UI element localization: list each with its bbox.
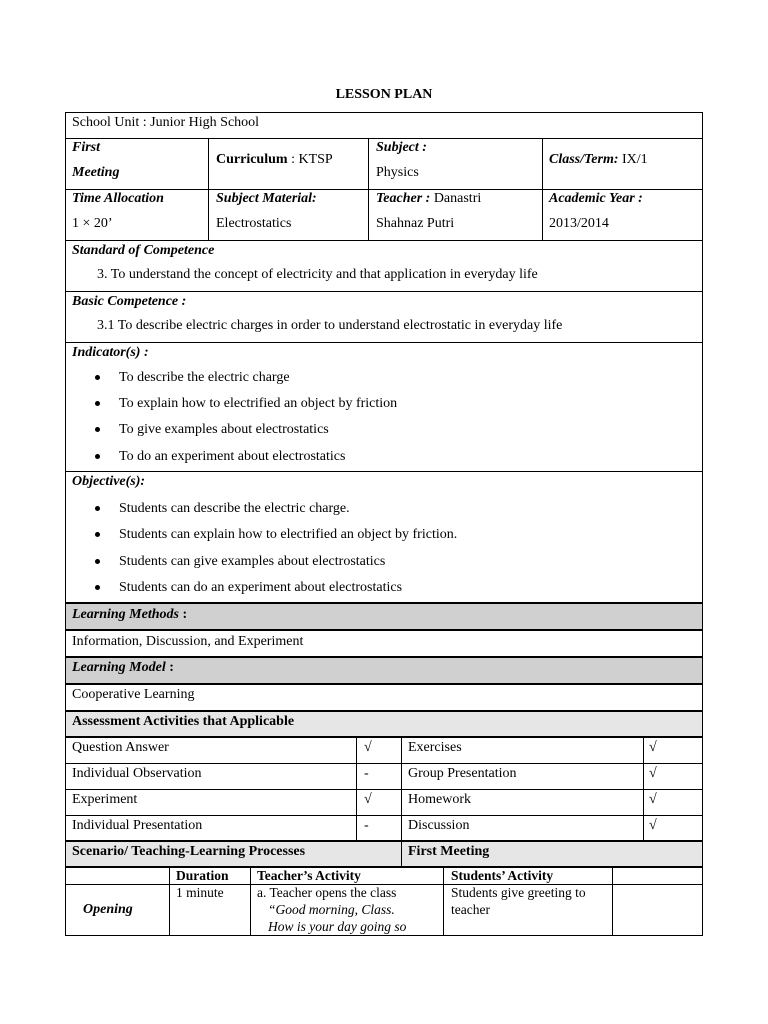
- assessment-mark: √: [364, 740, 372, 755]
- standard-competence-label: Standard of Competence: [72, 243, 215, 258]
- assessment-mark: √: [364, 792, 372, 807]
- assessment-mark: √: [649, 766, 657, 781]
- opening-teacher-line: a. Teacher opens the class: [257, 885, 397, 900]
- scenario-label: Scenario/ Teaching-Learning Processes: [72, 844, 306, 859]
- teacher: [376, 190, 481, 207]
- opening-label: Opening: [83, 902, 133, 917]
- bullet-icon: [95, 427, 100, 432]
- objective-item: Students can give examples about electrostatics: [119, 554, 386, 569]
- page-title: LESSON PLAN: [335, 87, 433, 102]
- assessment-item: Experiment: [72, 792, 138, 807]
- opening-teacher-line: “Good morning, Class.: [268, 902, 395, 917]
- standard-competence-text: 3. To understand the concept of electricity and that application in everyday life: [97, 267, 538, 282]
- objective-item: Students can do an experiment about electrostatics: [119, 580, 403, 595]
- objectives-label: Objective(s):: [72, 474, 146, 489]
- indicator-item: To describe the electric charge: [119, 370, 290, 385]
- assessment-mark: -: [364, 818, 369, 833]
- learning-methods-label: Learning Methods :: [72, 607, 188, 622]
- process-header-teacher: Teacher’s Activity: [257, 868, 361, 883]
- opening-teacher-line: How is your day going so: [268, 919, 407, 934]
- indicator-item: To do an experiment about electrostatics: [119, 449, 346, 464]
- opening-student-line: Students give greeting to: [451, 885, 586, 900]
- class-label: Class/Term:: [549, 152, 619, 167]
- curriculum-label: Curriculum: [216, 152, 288, 167]
- opening-duration: 1 minute: [176, 885, 224, 900]
- time-allocation-value: 1 × 20’: [72, 216, 113, 231]
- academic-year-label: Academic Year :: [549, 191, 643, 206]
- learning-model-label: Learning Model :: [72, 660, 174, 675]
- opening-student-line: teacher: [451, 902, 490, 917]
- assessment-mark: √: [649, 818, 657, 833]
- assessment-item: Individual Observation: [72, 766, 202, 781]
- assessment-item: Group Presentation: [408, 766, 517, 781]
- scenario-meeting: First Meeting: [408, 844, 490, 859]
- objective-item: Students can describe the electric charge.: [119, 501, 350, 516]
- assessment-item: Discussion: [408, 818, 470, 833]
- class-term: [549, 151, 648, 168]
- learning-methods-text: Information, Discussion, and Experiment: [72, 634, 304, 649]
- bullet-icon: [95, 585, 100, 590]
- subject-value: Physics: [376, 165, 419, 180]
- basic-competence-label: Basic Competence :: [72, 294, 187, 309]
- subject-material-value: Electrostatics: [216, 216, 292, 231]
- bullet-icon: [95, 559, 100, 564]
- subject-material-label: Subject Material:: [216, 191, 317, 206]
- class-value: IX/1: [618, 152, 648, 167]
- curriculum: [216, 151, 333, 168]
- assessment-item: Question Answer: [72, 740, 169, 755]
- assessment-label: Assessment Activities that Applicable: [72, 714, 295, 729]
- learning-model-text: Cooperative Learning: [72, 687, 195, 702]
- teacher-label: Teacher :: [376, 191, 431, 206]
- teacher-value-2: Shahnaz Putri: [376, 216, 455, 231]
- assessment-item: Homework: [408, 792, 471, 807]
- academic-year-value: 2013/2014: [549, 216, 609, 231]
- assessment-item: Exercises: [408, 740, 462, 755]
- indicators-label: Indicator(s) :: [72, 345, 149, 360]
- bullet-icon: [95, 454, 100, 459]
- school-unit: School Unit : Junior High School: [72, 115, 260, 130]
- bullet-icon: [95, 375, 100, 380]
- subject-label: Subject :: [376, 140, 427, 155]
- teacher-value: Danastri: [430, 191, 482, 206]
- meeting-label: First: [72, 140, 101, 155]
- indicator-item: To explain how to electrified an object by friction: [119, 396, 398, 411]
- assessment-mark: √: [649, 740, 657, 755]
- assessment-mark: √: [649, 792, 657, 807]
- process-header-students: Students’ Activity: [451, 868, 554, 883]
- indicator-item: To give examples about electrostatics: [119, 422, 329, 437]
- time-allocation-label: Time Allocation: [72, 191, 164, 206]
- bullet-icon: [95, 401, 100, 406]
- meeting-label-2: Meeting: [72, 165, 120, 180]
- objective-item: Students can explain how to electrified an object by friction.: [119, 527, 458, 542]
- bullet-icon: [95, 532, 100, 537]
- curriculum-value: : KTSP: [287, 152, 333, 167]
- basic-competence-text: 3.1 To describe electric charges in order to understand electrostatic in everyday life: [97, 318, 563, 333]
- assessment-item: Individual Presentation: [72, 818, 203, 833]
- assessment-mark: -: [364, 766, 369, 781]
- bullet-icon: [95, 506, 100, 511]
- process-header-duration: Duration: [176, 868, 229, 883]
